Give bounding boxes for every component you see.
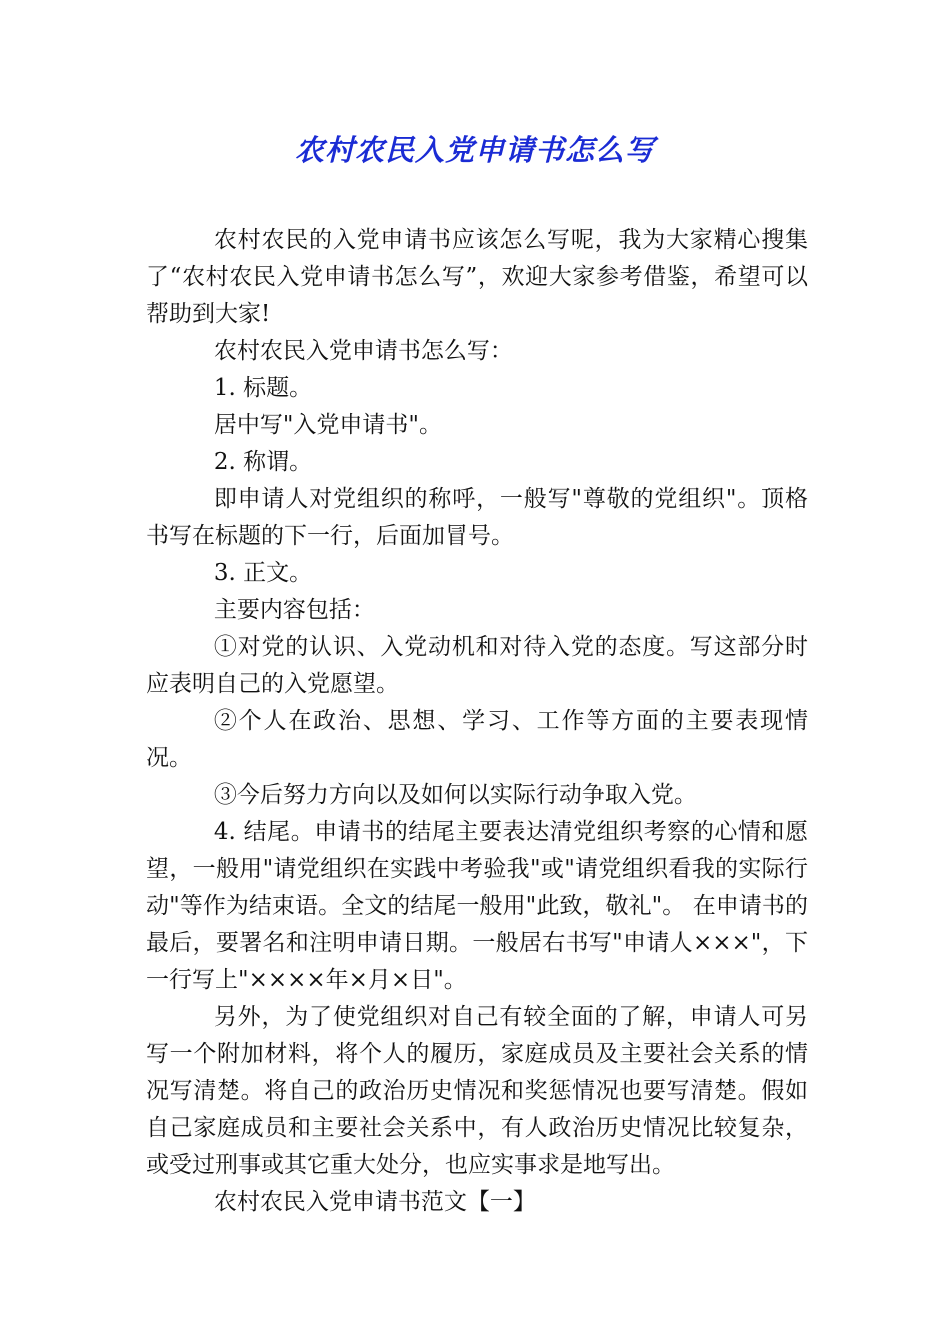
paragraph: ③今后努力方向以及如何以实际行动争取入党。 [213, 782, 697, 808]
paragraph: 1. 标题。 [213, 375, 313, 401]
paragraph: 居中写"入党申请书"。 [213, 412, 443, 438]
paragraph: 主要内容包括： [213, 597, 375, 623]
paragraph: 3. 正文。 [213, 560, 313, 586]
paragraph: 另外，为了使党组织对自己有较全面的了解，申请人可另写一个附加材料，将个人的履历，家庭成员及主要社会关系的情况写清楚。将自己的政治历史情况和奖惩情况也要写清楚。假如自己家庭成员和主要社会关系中，有人政治历史情况比较复杂，或受过刑事或其它重大处分，也应实事求是地写出。 [146, 1004, 808, 1178]
paragraph: ①对党的认识、入党动机和对待入党的态度。写这部分时应表明自己的入党愿望。 [146, 634, 808, 697]
paragraph: ②个人在政治、思想、学习、工作等方面的主要表现情况。 [146, 708, 808, 771]
paragraph: 农村农民入党申请书怎么写： [213, 338, 513, 364]
paragraph: 4. 结尾。申请书的结尾主要表达清党组织考察的心情和愿望，一般用"请党组织在实践中考验我"或"请党组织看我的实际行动"等作为结束语。全文的结尾一般用"此致，敬礼"。 在申请书的最后，要署名和注明申请日期。一般居右书写"申请人×××"，下一行写上"××××年×月×日"。 [146, 819, 808, 993]
paragraph: 农村农民的入党申请书应该怎么写呢，我为大家精心搜集了“农村农民入党申请书怎么写”，欢迎大家参考借鉴，希望可以帮助到大家! [146, 227, 808, 327]
document-title: 农村农民入党申请书怎么写 [294, 133, 655, 167]
paragraph: 2. 称谓。 [213, 449, 313, 475]
paragraph: 农村农民入党申请书范文【一】 [213, 1189, 536, 1215]
document-body [146, 222, 808, 1221]
paragraph: 即申请人对党组织的称呼，一般写"尊敬的党组织"。顶格书写在标题的下一行，后面加冒号。 [146, 486, 808, 549]
